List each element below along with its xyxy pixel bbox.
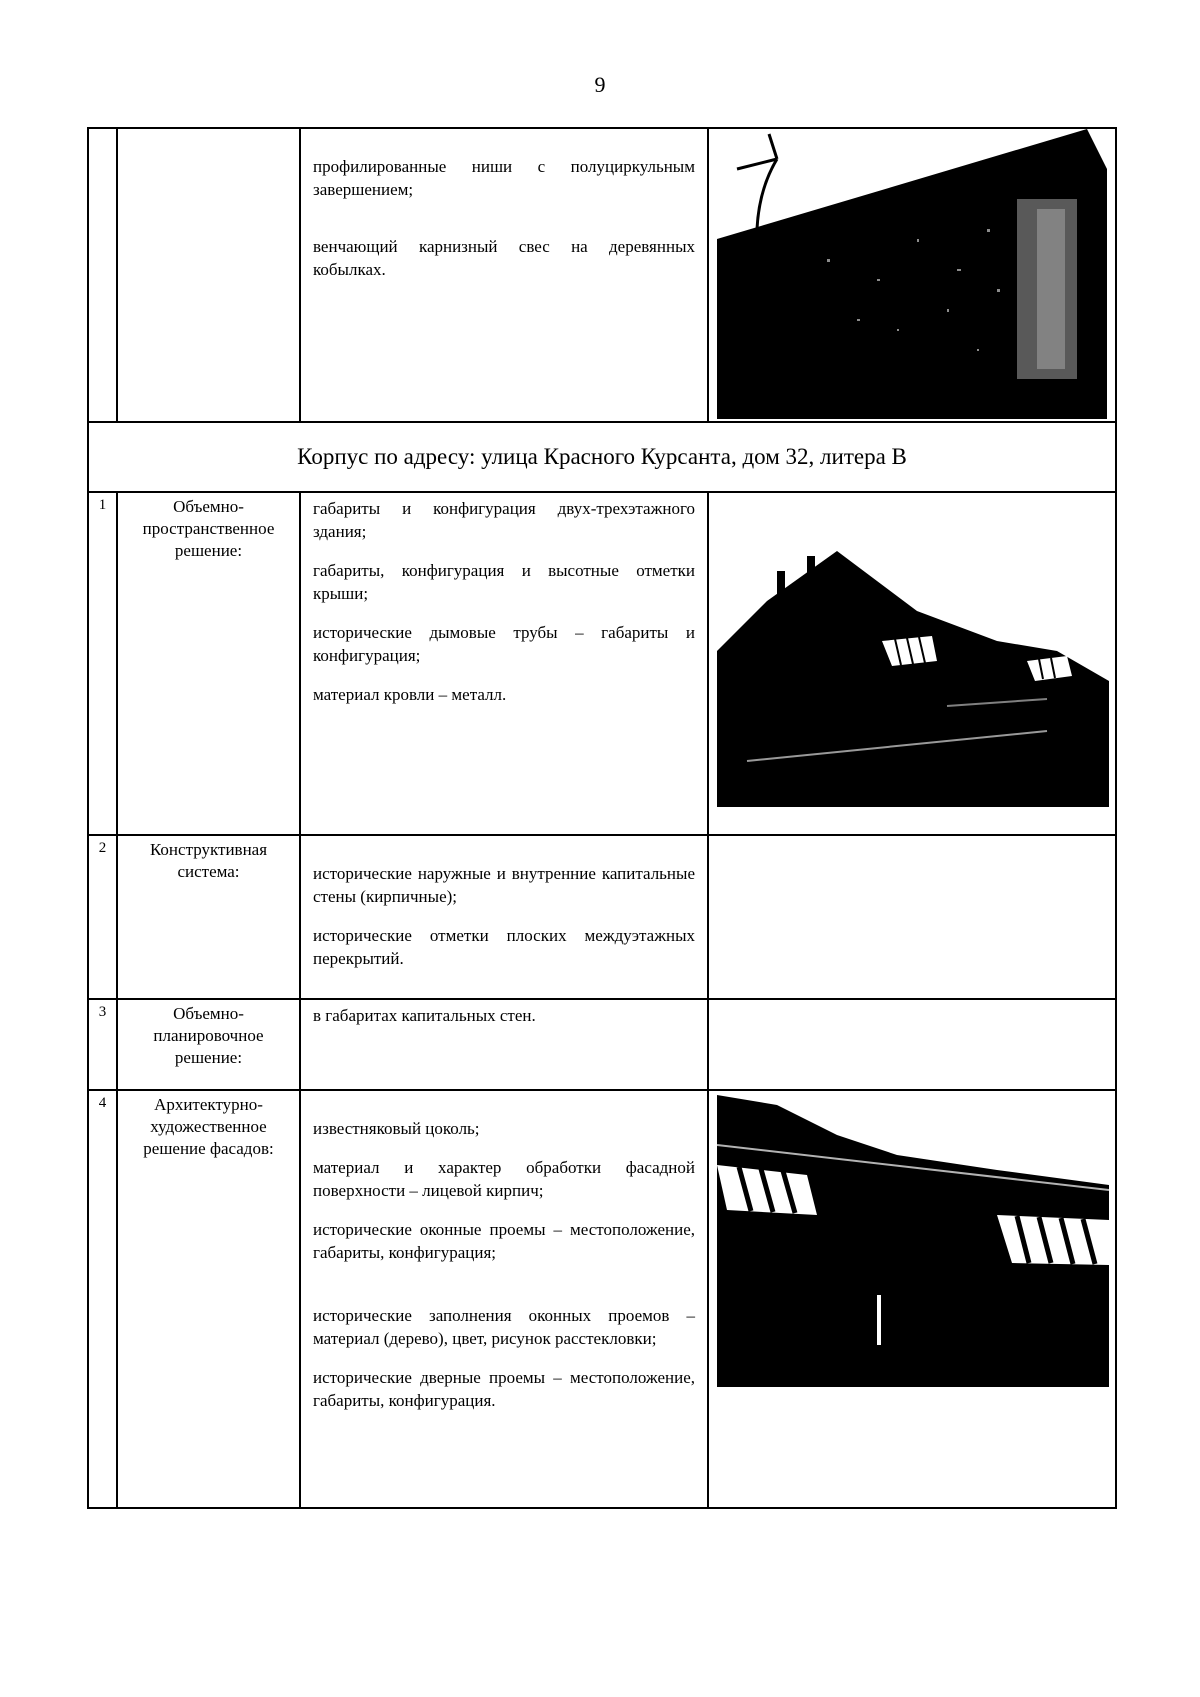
list-item: материал и характер обработки фасадной поверхности – лицевой кирпич;	[313, 1158, 695, 1200]
element-name-cell: Объемно-планировочное решение:	[118, 1000, 301, 1089]
list-item: габариты и конфигурация двух-трехэтажного здания;	[313, 499, 695, 541]
list-item: профилированные ниши с полуциркульным завершением;	[313, 157, 695, 199]
section-title: Корпус по адресу: улица Красного Курсанта, дом 32, литера В	[297, 444, 907, 469]
number-cell: 3	[89, 1000, 118, 1089]
building-roof-photo	[717, 531, 1109, 807]
element-name-cell	[118, 129, 301, 421]
description-cell	[301, 493, 709, 834]
number-cell: 4	[89, 1091, 118, 1507]
continuation-row	[87, 127, 1117, 423]
photo-cell	[709, 1091, 1115, 1507]
element-name-cell: Объемно-пространственное решение:	[118, 493, 301, 834]
description-cell	[301, 1000, 709, 1089]
page-number: 9	[594, 72, 606, 97]
table-row	[87, 1089, 1117, 1509]
description-cell	[301, 836, 709, 998]
list-item: в габаритах капитальных стен.	[313, 1006, 536, 1025]
facade-windows-photo	[717, 1095, 1109, 1387]
number-cell: 1	[89, 493, 118, 834]
table-row	[87, 491, 1117, 836]
photo-cell	[709, 836, 1115, 998]
list-item: габариты, конфигурация и высотные отметки крыши;	[313, 561, 695, 603]
list-item: исторические наружные и внутренние капитальные стены (кирпичные);	[313, 864, 695, 906]
description-cell	[301, 1091, 709, 1507]
facade-cornice-photo	[717, 129, 1107, 419]
number-cell: 2	[89, 836, 118, 998]
element-name-cell: Архитектурно-художественное решение фасадов:	[118, 1091, 301, 1507]
photo-cell	[709, 493, 1115, 834]
list-item: исторические отметки плоских междуэтажных перекрытий.	[313, 926, 695, 968]
photo-cell	[709, 129, 1115, 421]
element-name-cell: Конструктивная система:	[118, 836, 301, 998]
list-item: известняковый цоколь;	[313, 1119, 480, 1138]
list-item: исторические дымовые трубы – габариты и конфигурация;	[313, 623, 695, 665]
section-title-row	[87, 421, 1117, 493]
number-cell	[89, 129, 118, 421]
list-item: исторические заполнения оконных проемов – материал (дерево), цвет, рисунок расстекловки;	[313, 1306, 695, 1348]
list-item: венчающий карнизный свес на деревянных кобылках.	[313, 237, 695, 279]
photo-cell	[709, 1000, 1115, 1089]
list-item: материал кровли – металл.	[313, 685, 507, 704]
list-item: исторические дверные проемы – местоположение, габариты, конфигурация.	[313, 1368, 695, 1410]
description-cell	[301, 129, 709, 421]
list-item: исторические оконные проемы – местоположение, габариты, конфигурация;	[313, 1220, 695, 1262]
table-row	[87, 834, 1117, 1000]
table-row	[87, 998, 1117, 1091]
